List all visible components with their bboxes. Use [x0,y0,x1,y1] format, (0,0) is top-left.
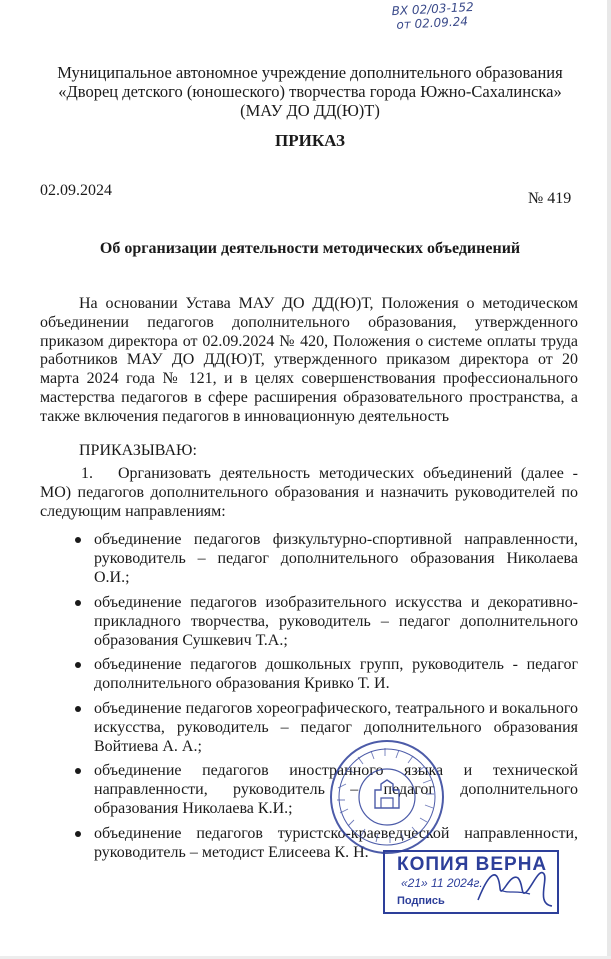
item-1-text: Организовать деятельность методических объединений (далее - МО) педагогов дополнительного образования и назначить руководителей по следующим направлениям: [40,465,578,520]
list-item: объединение педагогов дошкольных групп, руководитель - педагог дополнительного образования Кривко Т. И. [72,655,578,693]
list-item: объединение педагогов туристско-краеведческой направленности, руководитель – методист Елисеева К. Н. [72,824,578,862]
handnote-line-2: от 02.09.24 [396,14,469,32]
list-item: объединение педагогов иностранного языка и технической направленности, руководитель – педагог дополнительного образования Николаева К.И.; [72,761,578,818]
stamp-title: КОПИЯ ВЕРНА [397,854,548,875]
item-1-paragraph [40,465,578,521]
list-item: объединение педагогов хореографического, театрального и вокального искусства, руководитель – педагог дополнительного образования Войтиева А. А.; [72,699,578,756]
organization-seal-icon [328,738,446,856]
order-number: № 419 [528,190,572,207]
stamp-signature-label: Подпись [397,895,445,907]
handwritten-signature-icon [470,860,560,912]
order-word: ПРИКАЗЫВАЮ: [79,442,197,459]
stamp-date: «21» 11 2024г. [401,876,483,890]
scan-edge-right [607,0,611,959]
organization-line-1: Муниципальное автономное учреждение дополнительного образования [57,63,563,82]
order-date: 02.09.2024 [40,182,112,199]
handnote-line-1: ВХ 02/03-152 [391,0,475,19]
organization-line-2: «Дворец детского (юношеского) творчества города Южно-Сахалинска» [58,82,562,101]
list-item: объединение педагогов изобразительного искусства и декоративно-прикладного творчества, руководитель – педагог дополнительного образования Сушкевич Т.А.; [72,593,578,650]
bullet-list [72,530,578,867]
document-type-title: ПРИКАЗ [275,131,345,150]
item-1-number: 1. [81,465,93,482]
organization-line-3: (МАУ ДО ДД(Ю)Т) [240,101,380,120]
order-subject: Об организации деятельности методических объединений [99,240,521,257]
organization-header [40,63,580,120]
handwritten-registration-note [391,0,474,32]
list-item: объединение педагогов физкультурно-спортивной направленности, руководитель – педагог дополнительного образования Николаева О.И.; [72,530,578,587]
preamble-paragraph: На основании Устава МАУ ДО ДД(Ю)Т, Положения о методическом объединении педагогов дополнительного образования, утвержденного приказом директора от 02.09.2024 № 420, Положения о системе оплаты труда работников МАУ ДО ДД(Ю)Т, утвержденного приказом директора от 20 марта 2024 года № 121, и в целях совершенствования профессионального мастерства педагогов в сфере расширения образовательного пространства, а также включения педагогов в инновационную деятельность [40,295,578,425]
